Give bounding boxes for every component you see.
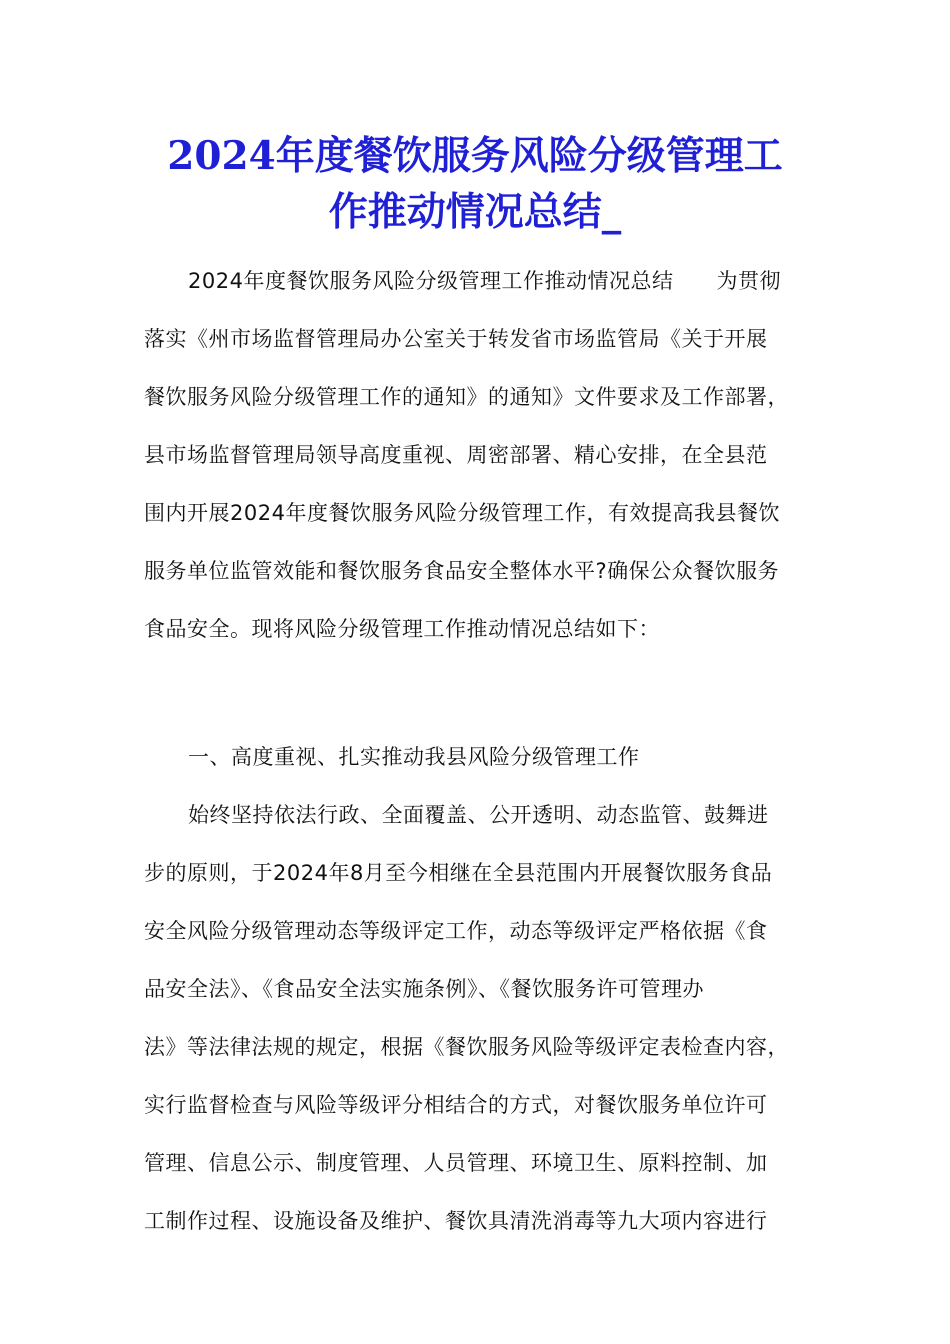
paragraph-intro	[144, 252, 834, 658]
text-line: 2024年度餐饮服务风险分级管理工作推动情况总结 为贯彻	[188, 269, 781, 293]
text-line: 县市场监督管理局领导高度重视、周密部署、精心安排，在全县范	[144, 443, 768, 467]
title-line-1: 2024年度餐饮服务风险分级管理工	[167, 133, 783, 179]
document-body	[144, 252, 834, 1250]
text-line: 管理、信息公示、制度管理、人员管理、环境卫生、原料控制、加	[144, 1151, 768, 1175]
text-line: 安全风险分级管理动态等级评定工作，动态等级评定严格依据《食	[144, 919, 768, 943]
text-line: 食品安全。现将风险分级管理工作推动情况总结如下：	[144, 617, 660, 641]
text-line: 实行监督检查与风险等级评分相结合的方式，对餐饮服务单位许可	[144, 1093, 768, 1117]
text-line: 工制作过程、设施设备及维护、餐饮具清洗消毒等九大项内容进行	[144, 1209, 768, 1233]
text-line: 始终坚持依法行政、全面覆盖、公开透明、动态监管、鼓舞进	[188, 803, 769, 827]
section-heading: 一、高度重视、扎实推动我县风险分级管理工作	[188, 745, 640, 769]
document-title	[140, 128, 810, 240]
text-line: 步的原则，于2024年8月至今相继在全县范围内开展餐饮服务食品	[144, 861, 773, 885]
text-line: 餐饮服务风险分级管理工作的通知》的通知》文件要求及工作部署，	[144, 385, 789, 409]
text-line: 法》等法律法规的规定，根据《餐饮服务风险等级评定表检查内容，	[144, 1035, 789, 1059]
text-line: 围内开展2024年度餐饮服务风险分级管理工作，有效提高我县餐饮	[144, 501, 780, 525]
text-line: 品安全法》、《食品安全法实施条例》、《餐饮服务许可管理办	[144, 977, 704, 1001]
title-line-2: 作推动情况总结_	[328, 189, 622, 235]
text-line: 落实《州市场监督管理局办公室关于转发省市场监管局《关于开展	[144, 327, 768, 351]
text-line: 服务单位监管效能和餐饮服务食品安全整体水平?确保公众餐饮服务	[144, 559, 780, 583]
paragraph-section1	[144, 786, 834, 1250]
